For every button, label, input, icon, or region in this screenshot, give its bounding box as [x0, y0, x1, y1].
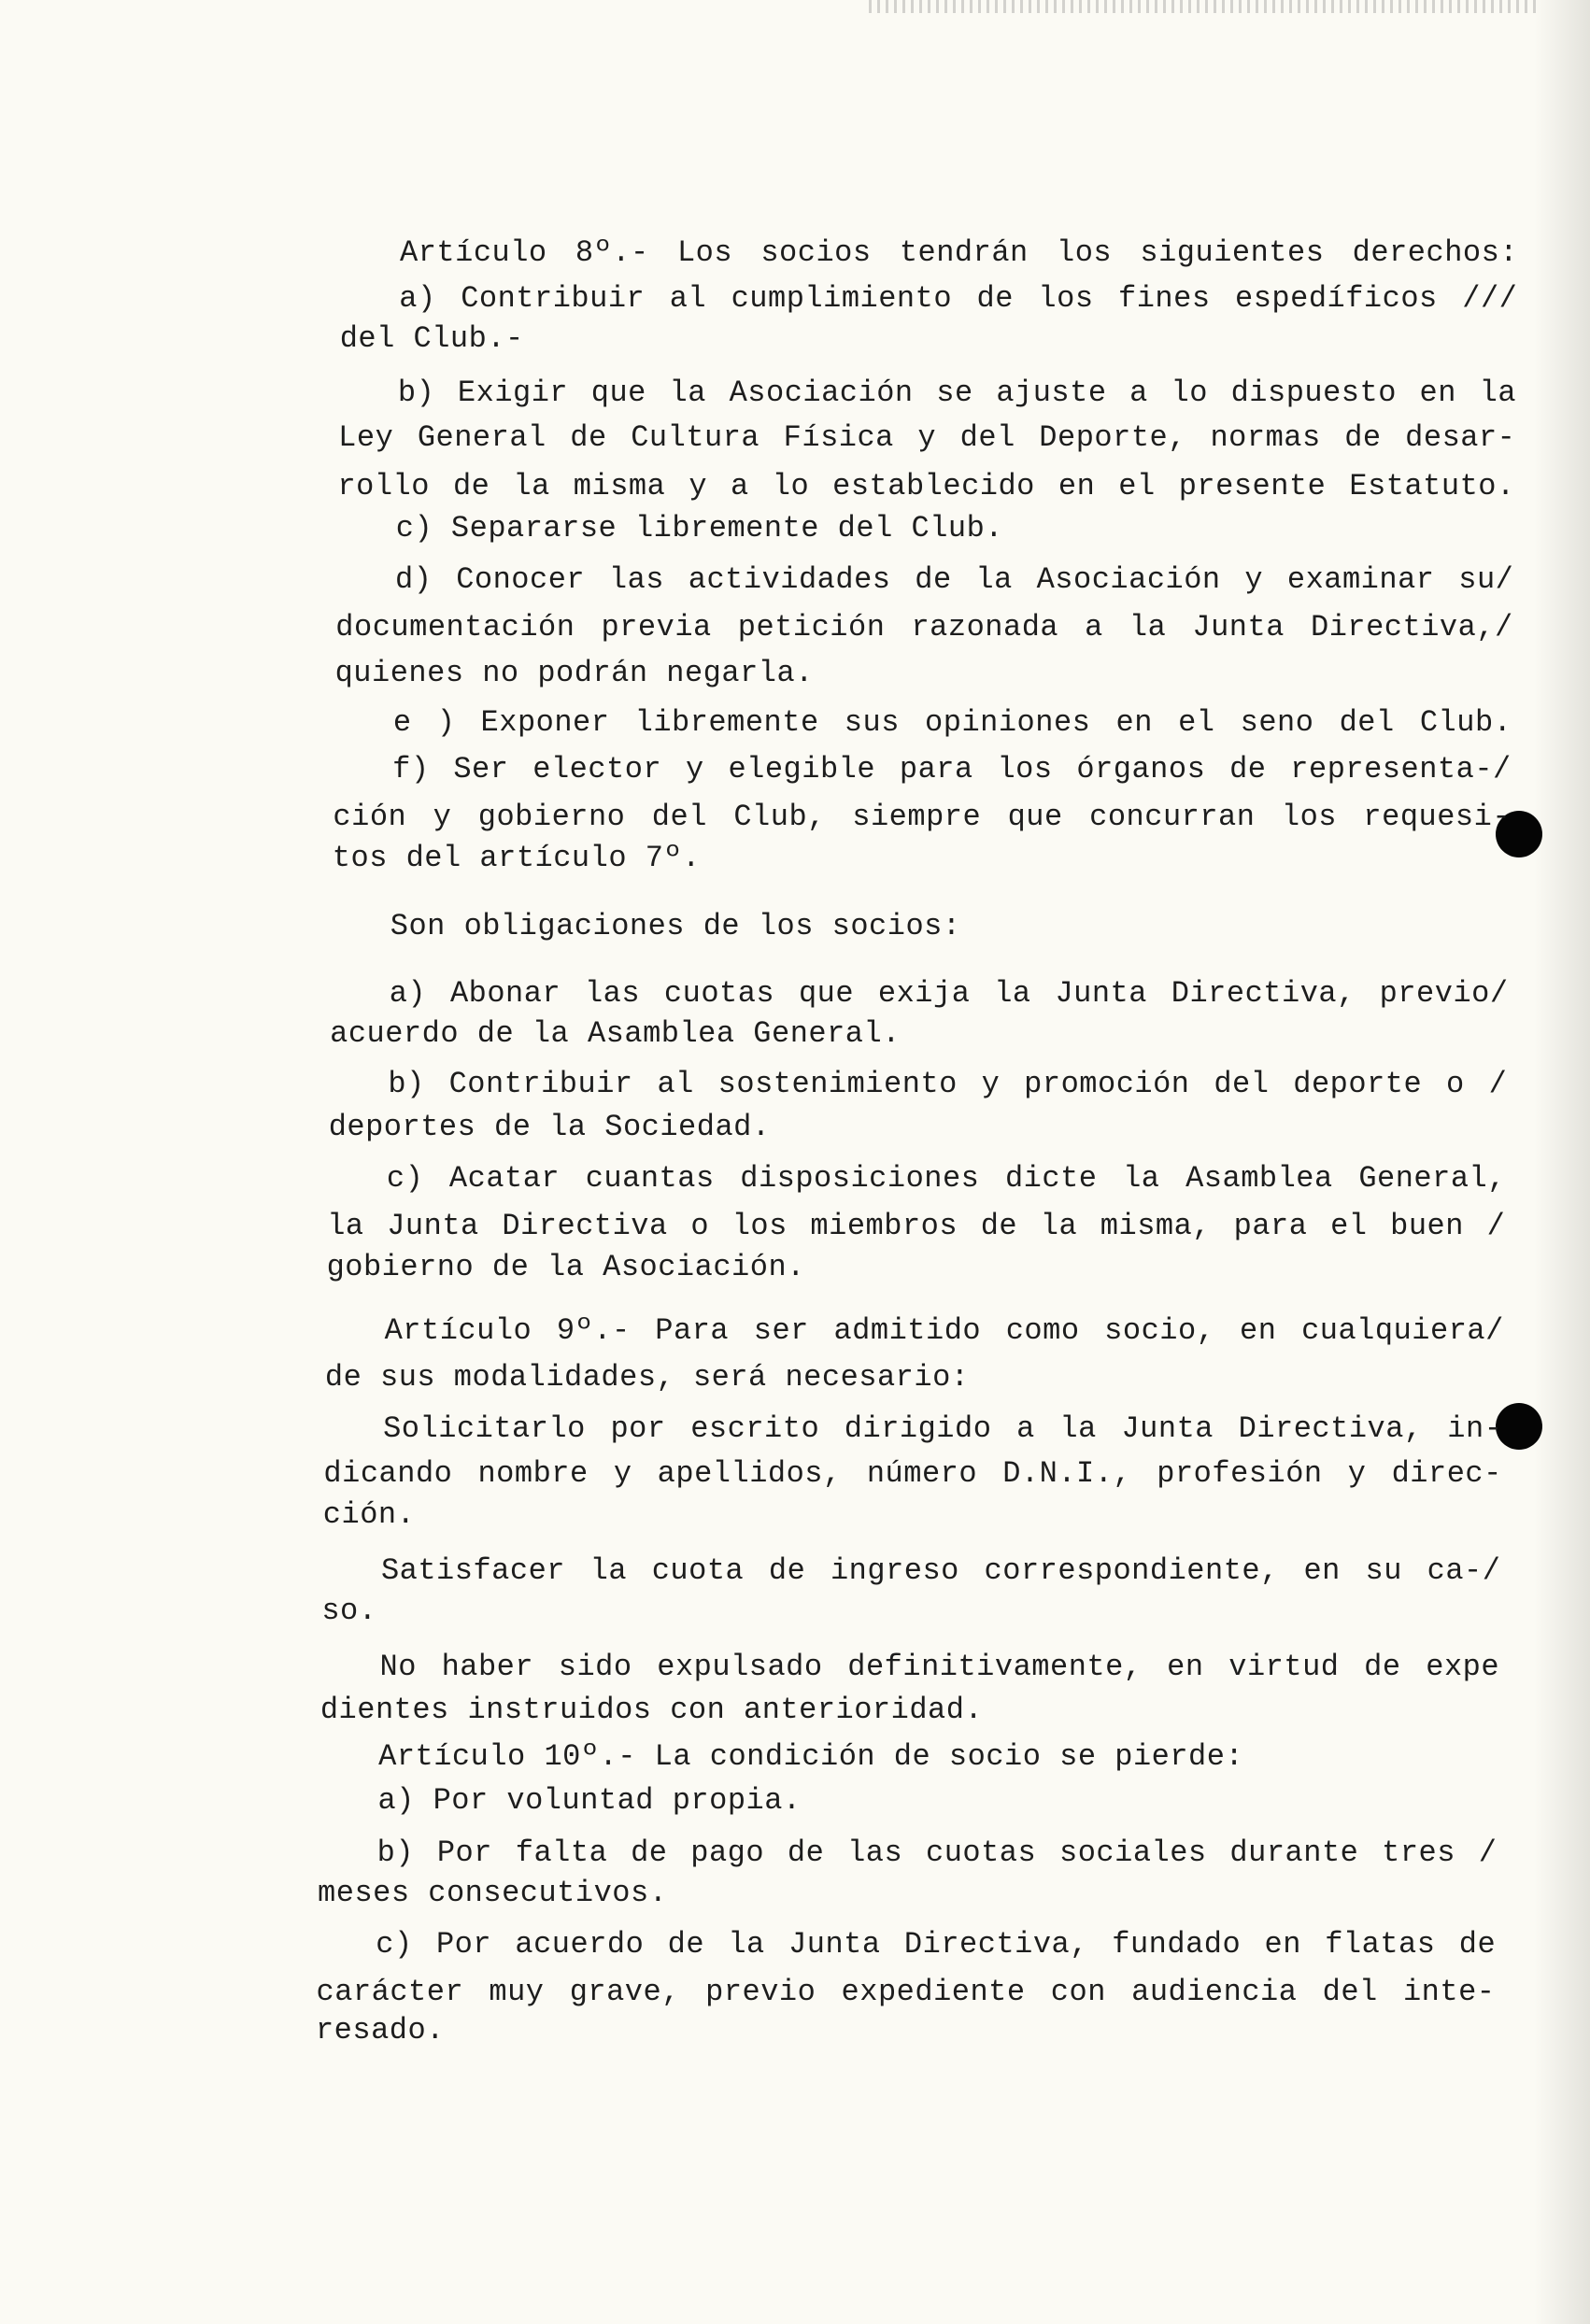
text-line: b) Exigir que la Asociación se ajuste a lo dispuesto en la [397, 376, 1517, 410]
text-line: a) Contribuir al cumplimiento de los fines espedíficos /// [399, 281, 1518, 316]
text-line: Son obligaciones de los socios: [390, 909, 961, 943]
text-line: documentación previa petición razonada a la Junta Directiva,/ [335, 610, 1513, 645]
text-line: dicando nombre y apellidos, número D.N.I., profesión y direc- [323, 1456, 1502, 1491]
text-line: so. [321, 1594, 377, 1628]
text-line: c) Separarse libremente del Club. [395, 511, 1003, 546]
text-line: c) Acatar cuantas disposiciones dicte la Asamblea General, [386, 1161, 1506, 1196]
text-line: e ) Exponer libremente sus opiniones en el seno del Club. [392, 705, 1512, 740]
text-line: rollo de la misma y a lo establecido en el presente Estatuto. [337, 469, 1515, 503]
text-line: a) Por voluntad propia. [377, 1783, 802, 1818]
text-line: de sus modalidades, será necesario: [324, 1360, 970, 1395]
text-line: ción y gobierno del Club, siempre que concurran los requesi- [333, 800, 1512, 834]
text-line: d) Conocer las actividades de la Asociación y examinar su/ [395, 562, 1514, 597]
text-line: c) Por acuerdo de la Junta Directiva, fundado en flatas de [376, 1927, 1497, 1962]
text-line: b) Por falta de pago de las cuotas sociales durante tres / [376, 1835, 1498, 1870]
text-line: b) Contribuir al sostenimiento y promoción del deporte o / [388, 1067, 1508, 1101]
text-line: ción. [322, 1497, 416, 1532]
text-line: f) Ser elector y elegible para los órganos de representa-/ [392, 752, 1512, 786]
text-line: Solicitarlo por escrito dirigido a la Junta Directiva, in- [383, 1411, 1503, 1446]
text-line: Artículo 9º.- Para ser admitido como socio, en cualquiera/ [384, 1313, 1504, 1348]
text-line: deportes de la Sociedad. [328, 1110, 771, 1144]
text-line: del Club.- [339, 321, 524, 356]
text-line: Artículo 8º.- Los socios tendrán los siguientes derechos: [400, 235, 1518, 270]
text-line: meses consecutivos. [318, 1876, 668, 1910]
text-line: dientes instruidos con anterioridad. [319, 1693, 984, 1727]
punch-hole [1496, 1403, 1542, 1450]
text-line: gobierno de la Asociación. [326, 1250, 805, 1284]
text-line: la Junta Directiva o los miembros de la misma, para el buen / [327, 1209, 1506, 1243]
text-line: acuerdo de la Asamblea General. [330, 1016, 901, 1051]
text-line: resado. [315, 2013, 445, 2048]
text-line: tos del artículo 7º. [332, 841, 701, 875]
scan-edge-shadow [1534, 0, 1590, 2324]
text-line: quienes no podrán negarla. [334, 656, 814, 690]
text-line: a) Abonar las cuotas que exija la Junta Directiva, previo/ [389, 976, 1509, 1011]
text-line: No haber sido expulsado definitivamente, en virtud de expe [379, 1650, 1500, 1684]
text-line: Satisfacer la cuota de ingreso correspondiente, en su ca-/ [380, 1553, 1501, 1588]
scan-noise [869, 0, 1541, 13]
text-line: carácter muy grave, previo expediente con audiencia del inte- [316, 1975, 1496, 2009]
text-line: Artículo 10º.- La condición de socio se pierde: [378, 1739, 1244, 1774]
text-line: Ley General de Cultura Física y del Deporte, normas de desar- [338, 420, 1516, 455]
